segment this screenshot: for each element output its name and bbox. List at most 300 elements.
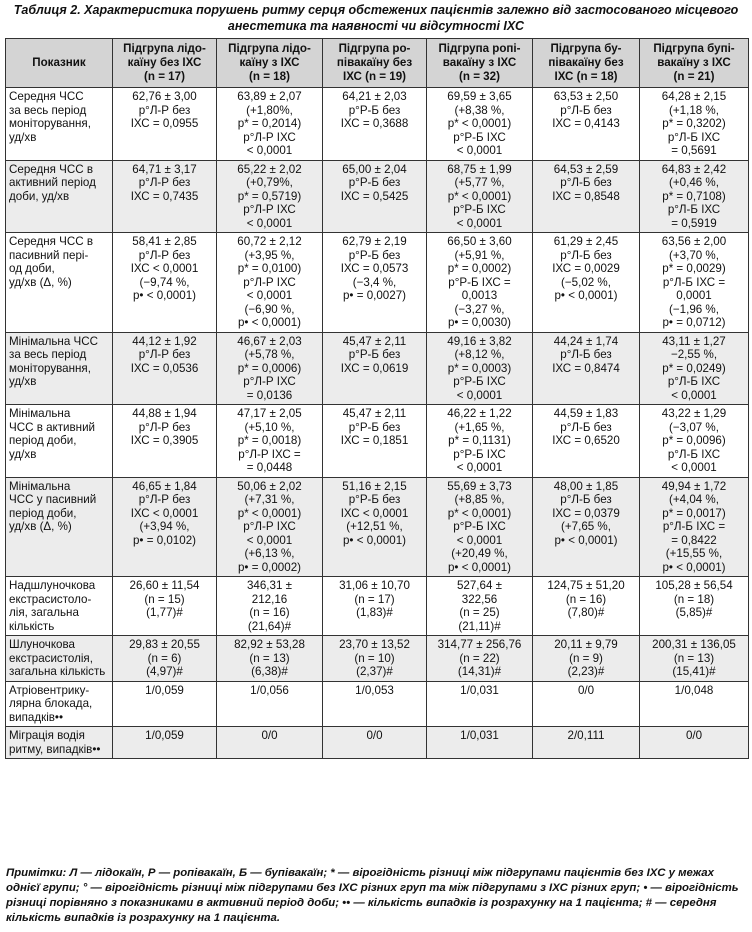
value-line: p°Л-Р ІХС [243, 130, 296, 144]
indicator-line: ритму, випадків•• [9, 742, 101, 756]
value-line: (n = 22) [459, 651, 500, 665]
value-line: ІХС = 0,8474 [552, 361, 620, 375]
indicator-cell [6, 233, 113, 333]
value-line: (+0,46 %, [669, 176, 719, 189]
value-cell [113, 88, 217, 161]
value-line: p°Л-Б без [560, 176, 612, 189]
indicator-line: Середня ЧСС [9, 90, 84, 103]
value-line: ІХС = 0,0379 [552, 506, 620, 520]
value-line: 322,56 [461, 592, 498, 606]
value-line: (+3,94 %, [139, 520, 190, 533]
value-line: 212,16 [251, 592, 288, 606]
value-line: < 0,0001 [456, 388, 503, 402]
value-cell [533, 88, 640, 161]
value-line: 0/0 [685, 729, 703, 742]
value-line: 0/0 [577, 683, 595, 697]
value-line: 63,56 ± 2,00 [661, 235, 727, 248]
value-line: (1,83)# [356, 606, 393, 619]
value-line: p* = 0,0100) [237, 262, 302, 275]
value-line: p°Р-Б ІХС = [448, 275, 511, 289]
value-line: (+8,85 %, [454, 493, 505, 506]
value-cell [427, 233, 533, 333]
header-line: вакаїну з ІХС [442, 56, 517, 69]
indicator-line: Надшлуночкова [9, 579, 96, 592]
value-line: (+1,65 %, [454, 420, 505, 434]
indicator-cell [6, 405, 113, 478]
indicator-line: Середня ЧСС в [9, 162, 93, 176]
value-line: < 0,0001 [456, 144, 503, 157]
value-line: (+5,10 %, [244, 420, 295, 434]
indicator-line: уд/хв (Δ, %) [9, 520, 72, 533]
value-line: p• = 0,0002) [237, 560, 302, 574]
value-line: 44,24 ± 1,74 [553, 334, 619, 348]
value-line: 124,75 ± 51,20 [547, 579, 625, 592]
indicator-line: ЧСС у пасивний [9, 493, 97, 506]
value-line: p* = 0,0018) [237, 434, 302, 447]
column-header-subgroup [640, 39, 749, 88]
value-line: p• = 0,0102) [132, 533, 197, 547]
value-line: p• = 0,0027) [342, 289, 407, 302]
value-line: = 0,0448 [246, 461, 293, 474]
value-cell [427, 477, 533, 577]
value-cell [217, 636, 323, 682]
value-line: (+5,77 %, [454, 176, 505, 189]
value-line: (n = 16) [249, 606, 290, 619]
value-line: 61,29 ± 2,45 [553, 235, 619, 248]
value-line: p°Р-Б без [348, 103, 401, 117]
value-line: (+1,80%, [246, 103, 293, 117]
value-line: (4,97)# [146, 665, 183, 678]
value-line: 63,53 ± 2,50 [553, 90, 619, 103]
indicator-cell [6, 727, 113, 759]
value-line: p* = 0,0002) [447, 262, 512, 275]
value-line: 58,41 ± 2,85 [132, 235, 197, 248]
value-line: (+7,65 %, [561, 520, 611, 533]
value-line: p* = 0,0017) [662, 506, 726, 520]
value-cell [113, 727, 217, 759]
value-cell [533, 233, 640, 333]
value-line: p* = 0,1131) [448, 434, 511, 447]
value-line: 65,22 ± 2,02 [237, 162, 302, 176]
value-cell [323, 405, 427, 478]
value-cell [533, 160, 640, 233]
value-line: 527,64 ± [456, 579, 503, 592]
value-line: 46,65 ± 1,84 [132, 479, 197, 493]
value-line: 43,11 ± 1,27 [662, 334, 726, 348]
value-line: 45,47 ± 2,11 [342, 407, 407, 420]
value-line: 51,16 ± 2,15 [342, 479, 407, 493]
value-line: 44,88 ± 1,94 [132, 407, 197, 420]
value-line: ІХС = 0,6520 [552, 434, 620, 447]
value-cell [113, 160, 217, 233]
value-line: p• < 0,0001) [662, 560, 726, 574]
column-header-subgroup [323, 39, 427, 88]
value-line: p°Р-Б ІХС [453, 520, 506, 533]
value-line: 346,31 ± [246, 579, 293, 592]
value-line: (n = 18) [673, 592, 715, 606]
value-line: ІХС < 0,0001 [130, 506, 199, 520]
value-cell [640, 233, 749, 333]
value-cell [323, 577, 427, 636]
value-line: 66,50 ± 3,60 [447, 235, 512, 248]
value-line: (n = 6) [147, 651, 182, 665]
table-row [6, 636, 749, 682]
value-line: = 0,5691 [671, 144, 717, 157]
value-line: ІХС = 0,3905 [130, 434, 199, 447]
value-line: 65,00 ± 2,04 [342, 162, 407, 176]
value-cell [217, 727, 323, 759]
value-line: 1/0,059 [145, 729, 184, 742]
value-cell [640, 88, 749, 161]
value-line: (15,41)# [672, 665, 716, 678]
value-line: p• = 0,0030) [447, 316, 512, 329]
value-line: ІХС = 0,0573 [340, 262, 409, 275]
indicator-line: доби, уд/хв [9, 189, 70, 203]
value-line: 0/0 [261, 729, 278, 742]
value-cell [640, 405, 749, 478]
header-line: (n = 18) [249, 70, 290, 83]
indicator-line: Мінімальна [9, 407, 71, 420]
value-cell [113, 477, 217, 577]
value-cell [533, 477, 640, 577]
header-line: ІХС (n = 18) [554, 70, 618, 83]
indicator-line: екстрасистоло- [9, 592, 92, 606]
value-line: (−6,90 %, [244, 302, 295, 316]
value-cell [323, 477, 427, 577]
indicator-cell [6, 88, 113, 161]
value-line: (n = 13) [249, 651, 290, 665]
column-header-indicator [6, 39, 113, 88]
value-line: ІХС = 0,4143 [552, 117, 620, 130]
indicator-cell [6, 477, 113, 577]
value-line: p• < 0,0001) [447, 560, 512, 574]
value-cell [640, 160, 749, 233]
value-cell [427, 727, 533, 759]
table-row [6, 332, 749, 405]
value-line: (+15,55 %, [665, 547, 723, 560]
value-line: 82,92 ± 53,28 [234, 638, 305, 651]
value-line: ІХС = 0,0955 [130, 117, 199, 130]
value-line: 45,47 ± 2,11 [342, 334, 407, 348]
header-line: вакаїну з ІХС [657, 56, 731, 69]
value-line: p* = 0,7108) [662, 189, 726, 203]
value-line: (n = 25) [459, 606, 500, 619]
indicator-line: активний період [9, 176, 96, 189]
value-line: p°Л-Р ІХС [243, 520, 296, 533]
value-cell [533, 332, 640, 405]
header-line: Підгрупа лідо- [123, 42, 206, 55]
value-line: < 0,0001 [456, 461, 503, 474]
value-line: p°Л-Б без [560, 248, 612, 262]
value-cell [323, 332, 427, 405]
value-line: 26,60 ± 11,54 [129, 579, 200, 592]
value-line: p* < 0,0001) [447, 506, 512, 520]
value-line: 200,31 ± 136,05 [652, 638, 736, 651]
value-line: p* = 0,5719) [237, 189, 302, 203]
value-line: 0,0013 [461, 289, 498, 302]
value-line: 1/0,031 [460, 683, 499, 697]
value-cell [323, 88, 427, 161]
value-line: 63,89 ± 2,07 [237, 90, 302, 103]
value-line: < 0,0001 [246, 144, 293, 157]
value-line: p°Р-Б без [348, 348, 401, 361]
table-row [6, 477, 749, 577]
table-row [6, 727, 749, 759]
value-line: p°Р-Б без [348, 176, 401, 189]
value-line: ІХС = 0,0619 [340, 361, 409, 375]
value-line: (−3,4 %, [352, 275, 397, 289]
value-line: (−5,02 %, [561, 275, 611, 289]
value-line: 69,59 ± 3,65 [447, 90, 512, 103]
value-line: 1/0,031 [460, 729, 499, 742]
value-line: (+8,12 %, [454, 348, 505, 361]
value-line: < 0,0001 [671, 388, 717, 402]
value-cell [217, 405, 323, 478]
header-line: ІХС (n = 19) [342, 70, 407, 83]
value-cell [323, 636, 427, 682]
value-cell [113, 636, 217, 682]
value-cell [217, 233, 323, 333]
table-row [6, 88, 749, 161]
indicator-line: моніторування, [9, 117, 91, 130]
value-line: 29,83 ± 20,55 [129, 638, 200, 651]
value-line: 64,21 ± 2,03 [342, 90, 407, 103]
value-line: 314,77 ± 256,76 [437, 638, 522, 651]
value-line: ІХС = 0,0029 [552, 262, 620, 275]
value-line: p°Л-Р ІХС = [238, 447, 301, 461]
header-line: (n = 32) [459, 70, 500, 83]
indicator-line: період доби, [9, 506, 77, 520]
value-cell [640, 636, 749, 682]
value-cell [217, 88, 323, 161]
value-line: 47,17 ± 2,05 [237, 407, 302, 420]
value-line: < 0,0001 [671, 461, 717, 474]
value-line: p°Л-Р без [138, 420, 191, 434]
header-line: Підгрупа бу- [550, 42, 622, 55]
header-line: (n = 17) [144, 70, 185, 83]
value-line: (+6,13 %, [244, 547, 295, 560]
value-line: < 0,0001 [456, 216, 503, 230]
value-line: ІХС = 0,0536 [130, 361, 199, 375]
header-line: Підгрупа бупі- [653, 42, 735, 55]
indicator-cell [6, 577, 113, 636]
value-cell [640, 477, 749, 577]
value-line: p* = 0,0096) [662, 434, 726, 447]
value-cell [323, 233, 427, 333]
value-line: p°Р-Б ІХС [453, 130, 506, 144]
column-header-subgroup [113, 39, 217, 88]
value-line: 60,72 ± 2,12 [237, 235, 302, 248]
value-line: p* = 0,3202) [662, 117, 726, 130]
value-line: (+0,79%, [246, 176, 293, 189]
indicator-line: ЧСС в активний [9, 420, 96, 434]
value-line: 23,70 ± 13,52 [339, 638, 410, 651]
indicator-line: період доби, [9, 434, 77, 447]
value-line: (1,77)# [146, 606, 183, 619]
value-line: 1/0,056 [250, 683, 289, 697]
indicator-line: за весь період [9, 103, 87, 117]
table-row [6, 681, 749, 727]
indicator-line: лія, загальна [9, 606, 79, 619]
value-line: p°Л-Р ІХС [243, 275, 296, 289]
value-line: ІХС = 0,8548 [552, 189, 620, 203]
value-line: p°Л-Р ІХС [243, 375, 296, 388]
value-cell [640, 577, 749, 636]
value-line: p°Л-Р без [138, 348, 191, 361]
value-line: (n = 9) [569, 651, 603, 665]
data-table [5, 38, 749, 759]
value-line: 55,69 ± 3,73 [447, 479, 512, 493]
value-line: 2/0,111 [567, 729, 605, 742]
value-line: 64,83 ± 2,42 [661, 162, 727, 176]
value-line: p• < 0,0001) [554, 533, 618, 547]
value-cell [640, 727, 749, 759]
value-cell [533, 405, 640, 478]
value-line: (−1,96 %, [669, 302, 719, 316]
value-line: p°Л-Б ІХС [667, 203, 721, 216]
indicator-cell [6, 160, 113, 233]
value-line: 43,22 ± 1,29 [661, 407, 727, 420]
value-line: p* < 0,0001) [237, 506, 302, 520]
indicator-line: кількість [9, 619, 55, 633]
indicator-line: уд/хв [9, 130, 37, 144]
table-row [6, 405, 749, 478]
value-line: (+3,95 %, [244, 248, 295, 262]
value-cell [217, 477, 323, 577]
value-cell [533, 727, 640, 759]
value-line: (+4,04 %, [669, 493, 719, 506]
value-line: (−9,74 %, [139, 275, 190, 289]
value-line: p°Л-Р без [138, 103, 191, 117]
value-line: ІХС = 0,3688 [340, 117, 409, 130]
value-line: 50,06 ± 2,02 [237, 479, 302, 493]
value-line: (+3,70 %, [669, 248, 719, 262]
value-cell [217, 160, 323, 233]
value-line: p°Л-Б без [560, 348, 612, 361]
value-line: (7,80)# [567, 606, 605, 619]
indicator-cell [6, 332, 113, 405]
header-line: Підгрупа лідо- [228, 42, 311, 55]
value-line: 46,22 ± 1,22 [447, 407, 512, 420]
value-line: = 0,8422 [671, 533, 717, 547]
value-line: (6,38)# [251, 665, 288, 678]
value-line: p°Л-Б без [560, 493, 612, 506]
value-line: p°Л-Б без [560, 103, 612, 117]
indicator-line: уд/хв [9, 375, 37, 388]
value-line: (14,31)# [457, 665, 502, 678]
value-line: (21,64)# [247, 619, 292, 633]
value-line: (n = 10) [354, 651, 395, 665]
value-line: p* < 0,0001) [447, 117, 512, 130]
value-cell [640, 332, 749, 405]
value-line: p°Р-Б ІХС [453, 447, 506, 461]
value-line: (21,11)# [458, 619, 501, 633]
value-line: p• < 0,0001) [132, 289, 197, 302]
column-header-subgroup [427, 39, 533, 88]
table-notes: Примітки: Л — лідокаїн, Р — ропівакаїн, Б — бупівакаїн; * — вірогідність різниці між підгрупами пацієнтів без ІХС у межах однієї групи; ° — вірогідність різниці між підгрупами без ІХС різних груп та між підгрупами з ІХС різних груп; • — вірогідність різниці порівняно з показниками в активний період доби; •• — кількість випадків із розрахунку на 1 пацієнта; # — середня кількість випадків із розрахунку на 1 пацієнта. [6, 867, 739, 924]
value-line: (+7,31 %, [244, 493, 295, 506]
indicator-line: моніторування, [9, 361, 91, 375]
value-cell [323, 160, 427, 233]
value-cell [427, 88, 533, 161]
value-line: 68,75 ± 1,99 [447, 162, 512, 176]
value-line: 49,94 ± 1,72 [661, 479, 727, 493]
value-line: 0,0001 [676, 289, 712, 302]
indicator-line: Атріовентрику- [9, 683, 90, 697]
value-line: 20,11 ± 9,79 [554, 638, 618, 651]
header-line: Показник [32, 56, 86, 69]
value-line: p°Л-Р без [138, 248, 191, 262]
header-line: Підгрупа ро- [338, 42, 411, 55]
value-line: (+20,49 %, [451, 547, 508, 560]
value-cell [427, 332, 533, 405]
value-line: p* = 0,0003) [447, 361, 512, 375]
value-line: p°Л-Б без [560, 420, 612, 434]
header-row [6, 39, 749, 88]
indicator-line: Мінімальна ЧСС [9, 334, 98, 348]
value-line: 49,16 ± 3,82 [447, 334, 512, 348]
header-line: каїну з ІХС [239, 56, 300, 69]
value-line: = 0,5919 [671, 216, 717, 230]
value-line: 64,71 ± 3,17 [132, 162, 197, 176]
value-line: p°Р-Б ІХС [453, 375, 506, 388]
value-line: p* = 0,0029) [662, 262, 726, 275]
value-line: ІХС < 0,0001 [130, 262, 199, 275]
value-line: p°Р-Б без [348, 420, 401, 434]
header-line: півакаїну без [548, 56, 624, 69]
value-line: 105,28 ± 56,54 [655, 579, 733, 592]
value-cell [427, 636, 533, 682]
value-line: (+8,38 %, [454, 103, 505, 117]
value-line: (n = 16) [565, 592, 607, 606]
value-line: 44,12 ± 1,92 [132, 334, 197, 348]
value-cell [427, 681, 533, 727]
value-cell [533, 636, 640, 682]
value-cell [113, 405, 217, 478]
value-cell [113, 577, 217, 636]
value-line: (2,37)# [356, 665, 393, 678]
indicator-line: Шлуночкова [9, 638, 75, 651]
value-line: p°Л-Б ІХС [667, 130, 721, 144]
value-line: ІХС < 0,0001 [340, 506, 409, 520]
value-cell [323, 681, 427, 727]
value-line: p°Л-Б ІХС [667, 447, 721, 461]
value-cell [533, 577, 640, 636]
value-line: (+5,91 %, [454, 248, 505, 262]
header-line: каїну без ІХС [127, 56, 202, 69]
value-cell [113, 332, 217, 405]
value-line: (n = 17) [354, 592, 395, 606]
value-line: p°Л-Р ІХС [243, 203, 296, 216]
value-cell [427, 577, 533, 636]
value-line: (+1,18 %, [669, 103, 719, 117]
value-line: ІХС = 0,5425 [340, 189, 409, 203]
value-line: (+12,51 %, [346, 520, 403, 533]
value-line: 0/0 [366, 729, 383, 742]
value-line: p* = 0,2014) [237, 117, 302, 130]
value-line: = 0,0136 [246, 388, 293, 402]
header-line: Підгрупа ропі- [438, 42, 521, 55]
indicator-line: за весь період [9, 348, 87, 361]
value-line: (−3,27 %, [454, 302, 505, 316]
value-line: ІХС = 0,7435 [130, 189, 199, 203]
value-line: < 0,0001 [246, 289, 293, 302]
value-line: (2,23)# [567, 665, 605, 678]
value-line: < 0,0001 [246, 533, 293, 547]
value-line: 64,28 ± 2,15 [661, 90, 727, 103]
value-line: 44,59 ± 1,83 [553, 407, 619, 420]
header-line: (n = 21) [673, 70, 715, 83]
